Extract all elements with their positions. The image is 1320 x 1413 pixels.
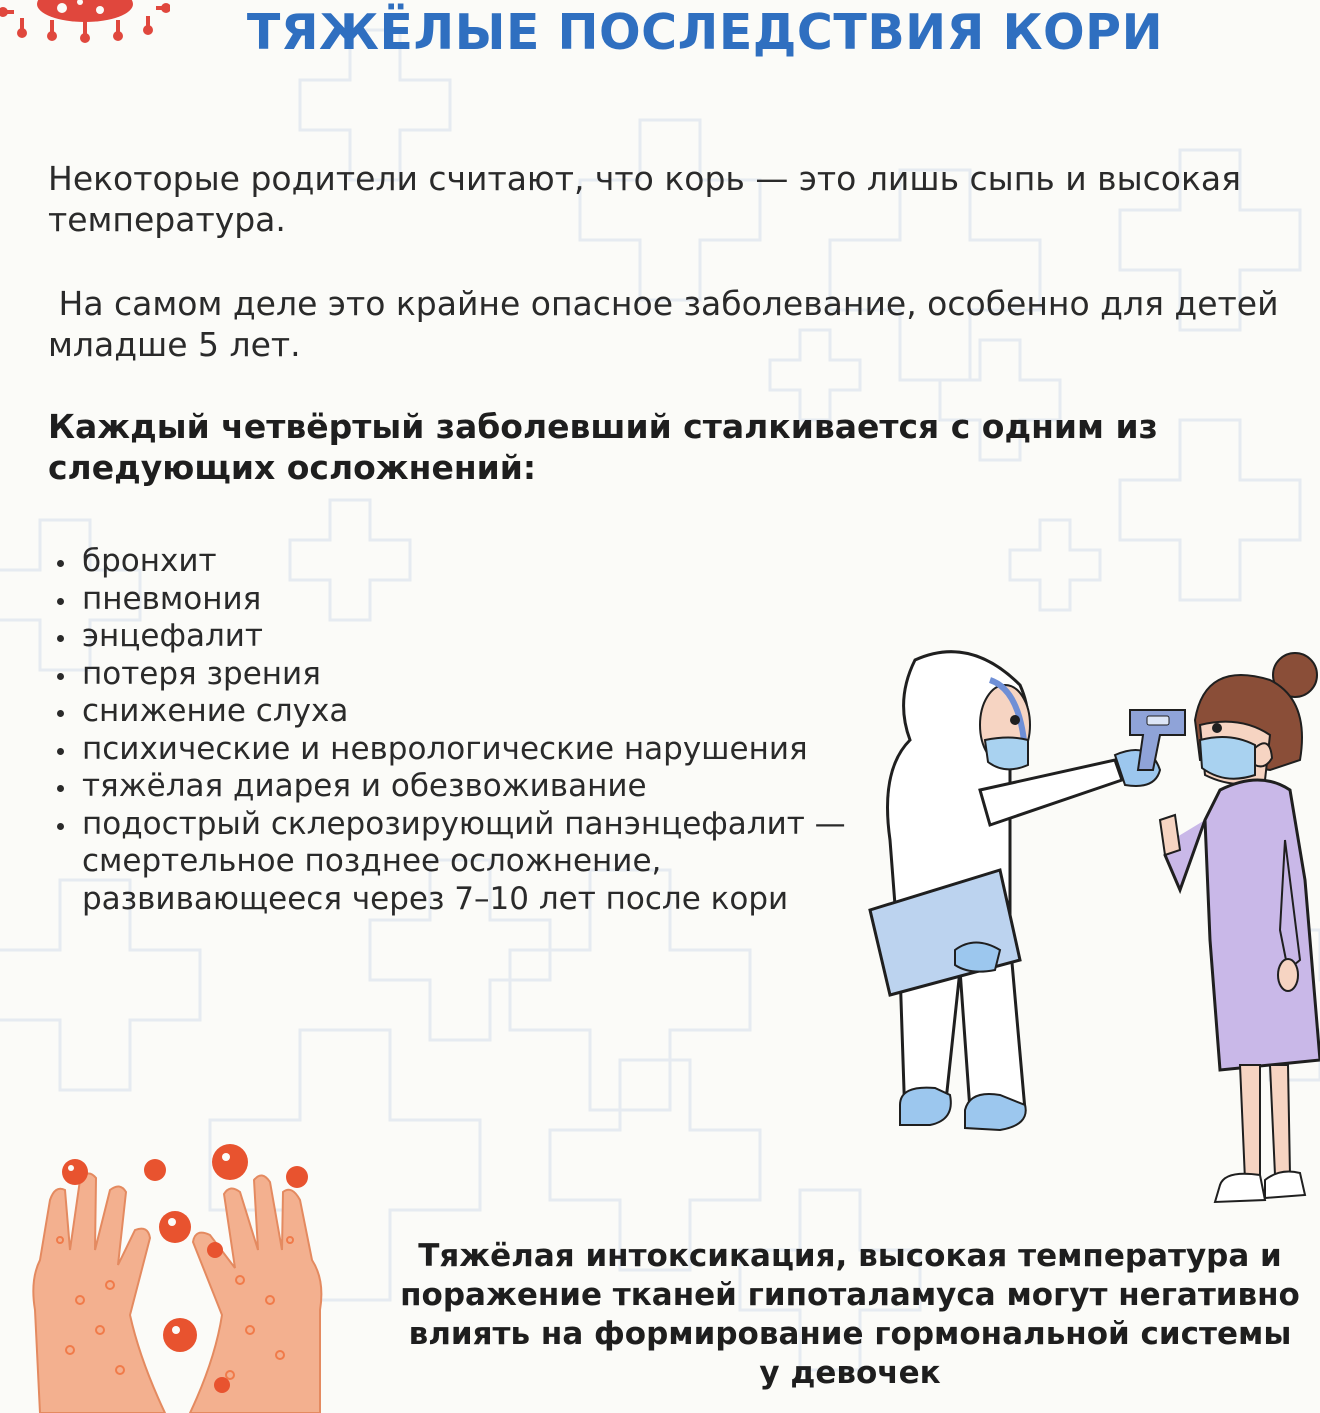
temperature-check-illustration [860, 640, 1320, 1220]
list-item: тяжёлая диарея и обезвоживание [50, 768, 910, 806]
list-item: потеря зрения [50, 656, 910, 694]
page-title: ТЯЖЁЛЫЕ ПОСЛЕДСТВИЯ КОРИ [246, 4, 1164, 61]
rash-hands-illustration [0, 1130, 340, 1413]
complications-lead: Каждый четвёртый заболевший сталкивается с одним из следующих осложнений: [48, 407, 1158, 487]
intro-paragraph-1: Некоторые родители считают, что корь — это лишь сыпь и высокая температура. [48, 159, 1241, 239]
list-item: энцефалит [50, 618, 910, 656]
complications-list [50, 543, 910, 918]
footer-note: Тяжёлая интоксикация, высокая температура и поражение тканей гипоталамуса могут негативно влиять на формирование гормональной системы у девочек [400, 1238, 1300, 1391]
list-item: бронхит [50, 543, 910, 581]
intro-paragraph-2: На самом деле это крайне опасное заболевание, особенно для детей младше 5 лет. [48, 284, 1290, 364]
list-item: пневмония [50, 581, 910, 619]
list-item: снижение слуха [50, 693, 910, 731]
list-item: подострый склерозирующий панэнцефалит — смертельное позднее осложнение, развивающееся через 7–10 лет после кори [50, 806, 910, 919]
list-item: психические и неврологические нарушения [50, 731, 910, 769]
